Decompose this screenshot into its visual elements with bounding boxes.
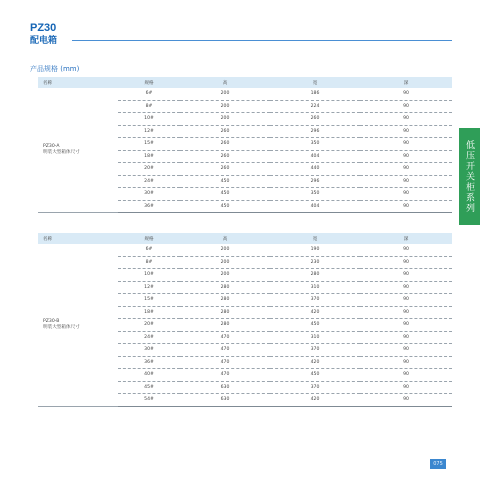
depth-cell: 90 <box>360 100 452 113</box>
spec-cell: 10# <box>118 113 180 126</box>
width-cell: 350 <box>270 138 360 151</box>
depth-cell: 90 <box>360 188 452 201</box>
height-cell: 200 <box>180 113 270 126</box>
width-cell: 420 <box>270 394 360 407</box>
depth-cell: 90 <box>360 381 452 394</box>
depth-cell: 90 <box>360 88 452 100</box>
header-col-height: 高 <box>180 233 270 244</box>
depth-cell: 90 <box>360 138 452 151</box>
width-cell: 440 <box>270 163 360 176</box>
product-description: 明装大型箱体尺寸 <box>43 324 80 330</box>
spec-cell: 20# <box>118 163 180 176</box>
spec-cell: 20# <box>118 319 180 332</box>
width-cell: 404 <box>270 200 360 213</box>
height-cell: 200 <box>180 100 270 113</box>
height-cell: 280 <box>180 306 270 319</box>
width-cell: 190 <box>270 244 360 256</box>
spec-cell: 30# <box>118 188 180 201</box>
height-cell: 260 <box>180 150 270 163</box>
depth-cell: 90 <box>360 369 452 382</box>
title-block <box>30 22 57 47</box>
width-cell: 230 <box>270 256 360 269</box>
depth-cell: 90 <box>360 244 452 256</box>
spec-cell: 40# <box>118 369 180 382</box>
spec-cell: 45# <box>118 381 180 394</box>
depth-cell: 90 <box>360 306 452 319</box>
width-cell: 450 <box>270 369 360 382</box>
page-number: 075 <box>430 459 446 469</box>
height-cell: 200 <box>180 269 270 282</box>
spec-cell: 15# <box>118 294 180 307</box>
product-name-cell <box>38 88 118 213</box>
product-description: 明装大型箱体尺寸 <box>43 150 80 155</box>
width-cell: 310 <box>270 281 360 294</box>
width-cell: 350 <box>270 188 360 201</box>
spec-cell: 8# <box>118 256 180 269</box>
header-col-depth: 深 <box>360 77 452 88</box>
height-cell: 470 <box>180 369 270 382</box>
spec-cell: 24# <box>118 331 180 344</box>
spec-cell: 15# <box>118 138 180 151</box>
header-col-spec: 规格 <box>118 233 180 244</box>
spec-cell: 6# <box>118 244 180 256</box>
width-cell: 420 <box>270 306 360 319</box>
width-cell: 370 <box>270 381 360 394</box>
depth-cell: 90 <box>360 356 452 369</box>
width-cell: 420 <box>270 356 360 369</box>
spec-cell: 18# <box>118 306 180 319</box>
width-cell: 370 <box>270 344 360 357</box>
width-cell: 280 <box>270 269 360 282</box>
depth-cell: 90 <box>360 163 452 176</box>
width-cell: 224 <box>270 100 360 113</box>
width-cell: 260 <box>270 113 360 126</box>
page-title: PZ30 <box>30 22 57 34</box>
header-col-height: 高 <box>180 77 270 88</box>
spec-cell: 12# <box>118 125 180 138</box>
spec-table-a <box>38 77 452 213</box>
height-cell: 450 <box>180 200 270 213</box>
spec-cell: 24# <box>118 175 180 188</box>
spec-cell: 6# <box>118 88 180 100</box>
depth-cell: 90 <box>360 125 452 138</box>
spec-cell: 12# <box>118 281 180 294</box>
height-cell: 470 <box>180 356 270 369</box>
spec-cell: 8# <box>118 100 180 113</box>
width-cell: 296 <box>270 125 360 138</box>
depth-cell: 90 <box>360 113 452 126</box>
section-label: 产品规格 (mm) <box>30 65 80 73</box>
depth-cell: 90 <box>360 175 452 188</box>
height-cell: 260 <box>180 163 270 176</box>
product-model: PZ30-A <box>43 144 60 149</box>
page-subtitle: 配电箱 <box>30 36 58 46</box>
spec-cell: 30# <box>118 344 180 357</box>
series-side-tab <box>459 128 480 225</box>
header-col-width: 宽 <box>270 233 360 244</box>
depth-cell: 90 <box>360 331 452 344</box>
height-cell: 450 <box>180 175 270 188</box>
depth-cell: 90 <box>360 256 452 269</box>
series-side-tab-label: 低压开关柜系列 <box>464 139 474 214</box>
depth-cell: 90 <box>360 319 452 332</box>
header-col-name: 名称 <box>38 77 118 88</box>
width-cell: 296 <box>270 175 360 188</box>
height-cell: 470 <box>180 331 270 344</box>
depth-cell: 90 <box>360 200 452 213</box>
depth-cell: 90 <box>360 269 452 282</box>
height-cell: 260 <box>180 138 270 151</box>
header-col-spec: 规格 <box>118 77 180 88</box>
width-cell: 370 <box>270 294 360 307</box>
height-cell: 450 <box>180 188 270 201</box>
height-cell: 470 <box>180 344 270 357</box>
height-cell: 200 <box>180 256 270 269</box>
spec-cell: 36# <box>118 200 180 213</box>
spec-cell: 10# <box>118 269 180 282</box>
title-divider <box>72 40 452 41</box>
table-row <box>38 244 452 256</box>
table-header-row <box>38 77 452 88</box>
width-cell: 450 <box>270 319 360 332</box>
height-cell: 280 <box>180 281 270 294</box>
depth-cell: 90 <box>360 344 452 357</box>
header-col-width: 宽 <box>270 77 360 88</box>
height-cell: 200 <box>180 88 270 100</box>
width-cell: 186 <box>270 88 360 100</box>
width-cell: 310 <box>270 331 360 344</box>
spec-cell: 18# <box>118 150 180 163</box>
height-cell: 630 <box>180 394 270 407</box>
table-header-row <box>38 233 452 244</box>
spec-cell: 36# <box>118 356 180 369</box>
height-cell: 200 <box>180 244 270 256</box>
depth-cell: 90 <box>360 394 452 407</box>
spec-table-b <box>38 233 452 407</box>
depth-cell: 90 <box>360 281 452 294</box>
product-model: PZ30-B <box>43 318 60 324</box>
depth-cell: 90 <box>360 150 452 163</box>
height-cell: 630 <box>180 381 270 394</box>
depth-cell: 90 <box>360 294 452 307</box>
width-cell: 404 <box>270 150 360 163</box>
spec-cell: 54# <box>118 394 180 407</box>
height-cell: 260 <box>180 125 270 138</box>
header-col-depth: 深 <box>360 233 452 244</box>
product-name-cell <box>38 244 118 406</box>
height-cell: 280 <box>180 294 270 307</box>
height-cell: 280 <box>180 319 270 332</box>
table-row <box>38 88 452 100</box>
header-col-name: 名称 <box>38 233 118 244</box>
